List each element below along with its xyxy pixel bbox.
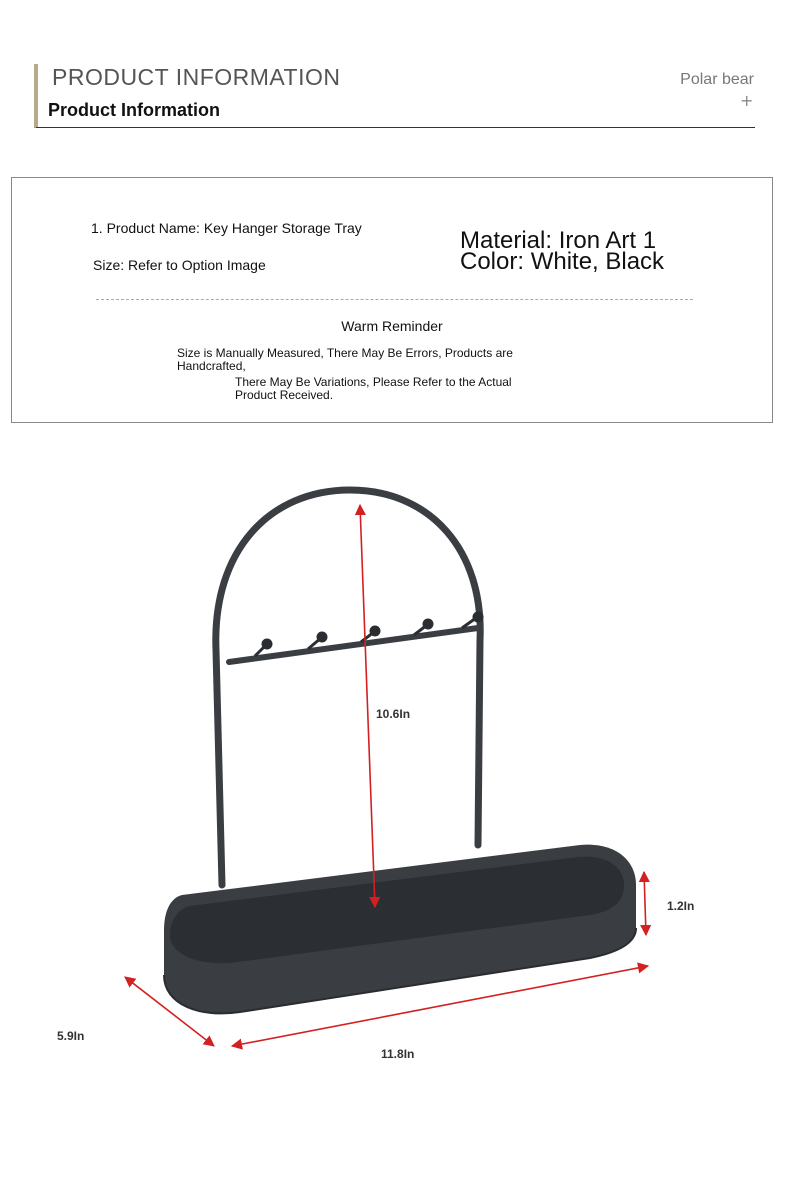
product-name: 1. Product Name: Key Hanger Storage Tray — [91, 220, 362, 236]
reminder-line-3: There May Be Variations, Please Refer to the Actual — [235, 375, 512, 389]
reminder-line-1: Size is Manually Measured, There May Be Errors, Products are — [177, 346, 513, 360]
section-title-english: PRODUCT INFORMATION — [52, 64, 341, 90]
dashed-divider — [96, 299, 693, 300]
reminder-line-2: Handcrafted, — [177, 359, 246, 373]
hanger-frame — [216, 490, 480, 885]
storage-tray — [164, 845, 636, 1014]
dimension-depth-label: 1.2In — [667, 899, 695, 913]
dimension-height-label: 10.6In — [376, 707, 411, 721]
header-divider — [36, 127, 755, 128]
plus-icon: + — [740, 91, 754, 110]
dimension-length-label: 11.8In — [381, 1047, 415, 1061]
section-title: Product Information — [48, 100, 220, 120]
product-color: Color: White, Black — [460, 248, 665, 275]
product-illustration — [0, 470, 790, 1070]
reminder-title: Warm Reminder — [341, 318, 443, 334]
product-size: Size: Refer to Option Image — [93, 257, 266, 273]
brand-name: Polar bear — [680, 71, 754, 88]
dimension-width-label: 5.9In — [57, 1029, 85, 1043]
reminder-line-4: Product Received. — [235, 388, 334, 402]
accent-bar — [34, 64, 38, 128]
product-info-box — [11, 177, 773, 423]
product-material: Material: Iron Art 1 — [460, 227, 657, 254]
